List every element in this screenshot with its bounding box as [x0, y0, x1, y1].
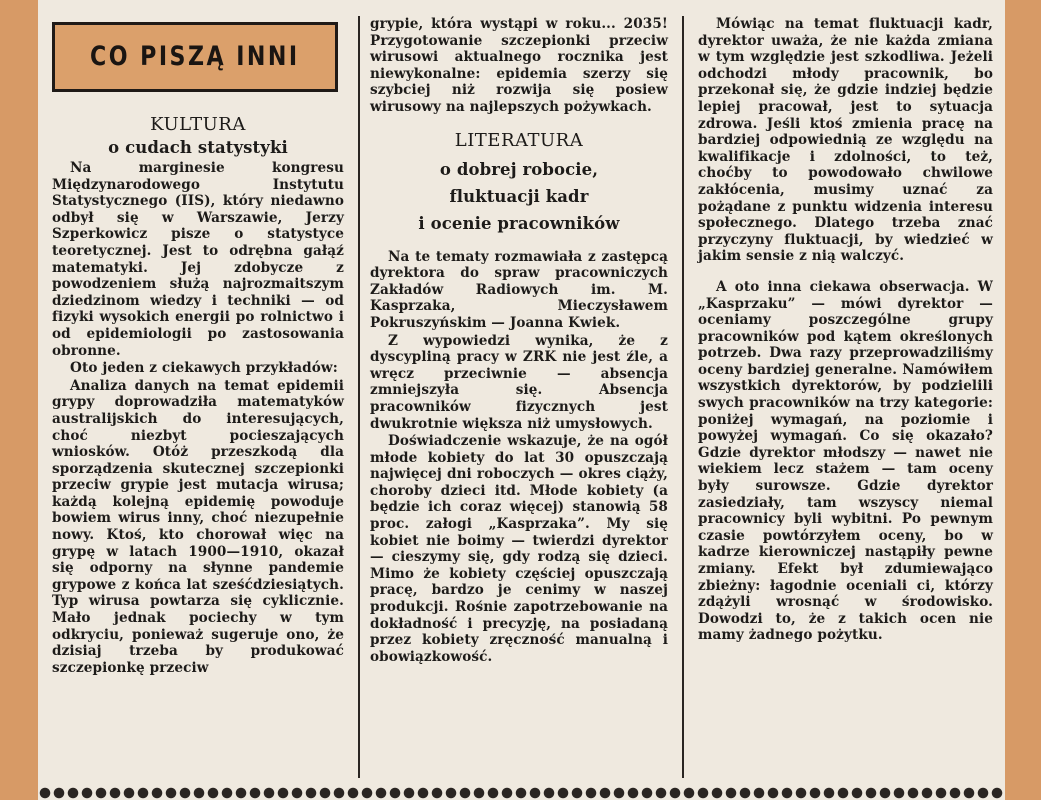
left-margin-stripe: [0, 0, 38, 800]
column-2: [370, 16, 668, 782]
column-3: [698, 16, 993, 782]
column-rule: [358, 16, 360, 778]
paragraph: Na te tematy rozmawiała z zastępcą dyrektora do spraw pracowniczych Zakładów Radiowych im. M. Kasprzaka, Mieczysławem Pokruszyńskim — Joanna Kwiek.: [370, 248, 668, 331]
paragraph: Z wypowiedzi wynika, że z dyscypliną pracy w ZRK nie jest źle, a wręcz przeciwnie — absencja zmniejszyła się. Absencja pracowników fizycznych jest dwukrotnie większa niż umysłowych.: [370, 332, 668, 432]
paragraph: Doświadczenie wskazuje, że na ogół młode kobiety do lat 30 opuszczają najwięcej dni roboczych — okres ciąży, choroby dzieci itd. Młode kobiety (a będzie ich coraz więcej) stanowią 58 proc. załogi „Kasprzaka”. My się kobiet nie boimy — twierdzi dyrektor — cieszymy się, gdy rodzą się dzieci. Mimo że kobiety częściej opuszczają pracę, bardzo je cenimy w naszej produkcji. Rośnie zapotrzebowanie na dokładność i precyzję, na posiadaną przez kobiety zręczność manualną i obowiązkowość.: [370, 433, 668, 665]
article-subtitle: o cudach statystyki: [108, 138, 288, 157]
article-2-heading: [370, 130, 668, 237]
section-heading: LITERATURA: [454, 129, 584, 151]
section-heading: KULTURA: [150, 114, 246, 135]
column-rule: [682, 16, 684, 778]
bottom-decorative-border: [38, 786, 1005, 800]
paragraph: Mówiąc na temat fluktuacji kadr, dyrektor uważa, że nie każda zmiana w tym względzie jest szkodliwa. Jeżeli odchodzi młody pracownik, bo przekonał się, że gdzie indziej będzie lepiej pracował, jest to sytuacja zdrowa. Jeśli ktoś zmienia pracę na bardziej odpowiednią ze względu na kwalifikacje i zdolności, to też, choćby to powodowało chwilowe zakłócenia, musimy uznać za pożądane z punktu widzenia interesu społecznego. Dlatego trzeba znać przyczyny fluktuacji, by wiedzieć w jakim sensie z nią walczyć.: [698, 16, 993, 265]
article-subtitle-line: fluktuacji kadr: [449, 186, 589, 206]
paragraph-continuation: grypie, która wystąpi w roku... 2035! Przygotowanie szczepionki przeciw wirusowi aktualnego rocznika jest niewykonalne: epidemia szerzy się szybciej niż rozwija się posiew wirusowy na najlepszych pożywkach.: [370, 16, 668, 115]
article-subtitle-line: o dobrej robocie,: [439, 159, 599, 179]
paragraph: Na marginesie kongresu Międzynarodowego Instytutu Statystycznego (IIS), który niedawno odbył się w Warszawie, Jerzy Szperkowicz pisze o statystyce teoretycznej. Jest to odrębna gałąź matematyki. Jej zdobycze z powodzeniem służą najrozmaitszym dziedzinom wiedzy i techniki — od fizyki wysokich energii po rolnictwo i od epidemiologii po zastosowania obronne.: [52, 160, 344, 359]
paragraph: Oto jeden z ciekawych przykładów:: [70, 360, 338, 377]
right-margin-stripe: [1005, 0, 1041, 800]
masthead-box: [52, 22, 338, 92]
masthead-title: CO PISZĄ INNI: [90, 40, 300, 72]
paragraph: A oto inna ciekawa obserwacja. W „Kasprzaku” — mówi dyrektor — oceniamy poszczególne grupy pracowników pod kątem określonych potrzeb. Dwa razy przeprowadziliśmy oceny bardziej generalne. Namówiłem wszystkich dyrektorów, by podzielili swych pracowników na trzy kategorie: poniżej wymagań, na poziomie i powyżej wymagań. Co się okazało? Gdzie dyrektor młodszy — nawet nie wiekiem lecz stażem — tam oceny były surowsze. Gdzie dyrektor zasiedziały, tam wszyscy niemal pracownicy byli wybitni. Po pewnym czasie powtórzyłem oceny, bo w kadrze kierowniczej nastąpiły pewne zmiany. Efekt był zdumiewająco zbieżny: łagodnie oceniali ci, którzy zdążyli wrosnąć w środowisko. Dowodzi to, że z takich ocen nie mamy żadnego pożytku.: [698, 278, 993, 644]
paragraph: Analiza danych na temat epidemii grypy doprowadziła matematyków australijskich do interesujących, choć niezbyt pocieszających wniosków. Otóż przeszkodą dla sporządzenia skutecznej szczepionki przeciw grypie jest mutacja wirusa; każdą kolejną epidemię powoduje bowiem wirus inny, choć niezupełnie nowy. Ktoś, kto chorował więc na grypę w latach 1900—1910, okazał się odporny na słynne pandemie grypowe z końca lat sześćdziesiątych. Typ wirusa powtarza się cyklicznie. Mało jednak pociechy w tym odkryciu, ponieważ sugeruje ono, że dzisiaj trzeba by produkować szczepionkę przeciw: [52, 377, 344, 676]
column-1: [52, 14, 344, 782]
article-subtitle-line: i ocenie pracowników: [418, 213, 620, 233]
